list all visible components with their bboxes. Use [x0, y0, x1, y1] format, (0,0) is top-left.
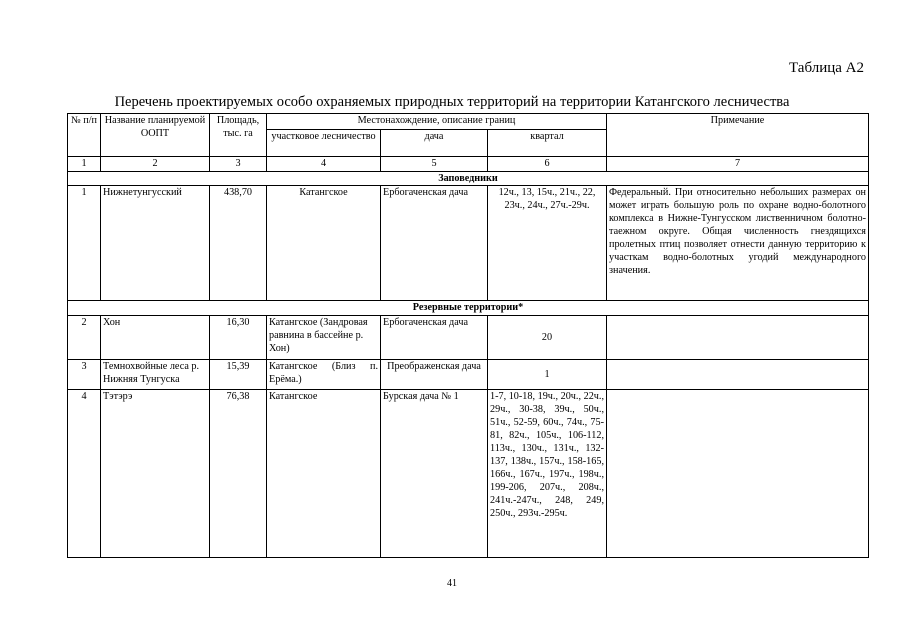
row-num: 1 [68, 186, 101, 301]
row-kvartal: 20 [488, 316, 607, 360]
row-dacha: Ербогаченская дача [381, 186, 488, 301]
row-name: Нижнетунгусский [101, 186, 210, 301]
row-kvartal: 1-7, 10-18, 19ч., 20ч., 22ч., 29ч., 30-38, 39ч., 50ч., 51ч., 52-59, 60ч., 74ч., 75-81, 82ч., 105ч., 106-112, 113ч., 130ч., 131ч., 132-137, 138ч., 157ч., 158-165, 166ч., 167ч., 197ч., 198ч., 199-206, 207ч., 208ч., 241ч.-247ч., 248, 249, 250ч., 293ч.-295ч. [488, 390, 607, 558]
col-number: 7 [607, 157, 869, 172]
row-dacha: Ербогаченская дача [381, 316, 488, 360]
row-num: 2 [68, 316, 101, 360]
header-forestry: участковое лесничество [267, 130, 381, 157]
header-dacha: дача [381, 130, 488, 157]
row-name: Тэтэрэ [101, 390, 210, 558]
protected-areas-table [67, 113, 869, 558]
row-forestry: Катангское [267, 186, 381, 301]
col-number: 1 [68, 157, 101, 172]
col-number: 2 [101, 157, 210, 172]
row-note: Федеральный. При относительно небольших размерах он может играть большую роль по охране водно-болотного комплекса в Нижне-Тунгусском лиственничном болотно-таежном округе. Общая численность гнездящихся пролетных птиц позволяет отнести данную территорию к участкам водно-болотных угодий международного значения. [607, 186, 869, 301]
header-note: Примечание [607, 114, 869, 157]
header-name: Название планируемой ООПТ [101, 114, 210, 157]
table-row [68, 186, 869, 301]
row-note [607, 360, 869, 390]
section-row [68, 301, 869, 316]
row-forestry: Катангское (Зандровая равнина в бассейне р. Хон) [267, 316, 381, 360]
table-row [68, 360, 869, 390]
row-dacha: Бурская дача № 1 [381, 390, 488, 558]
col-number: 4 [267, 157, 381, 172]
table-row [68, 390, 869, 558]
section-title-reserves: Заповедники [68, 172, 869, 186]
row-area: 438,70 [210, 186, 267, 301]
row-note [607, 390, 869, 558]
row-kvartal: 12ч., 13, 15ч., 21ч., 22, 23ч., 24ч., 27ч.-29ч. [488, 186, 607, 301]
row-name: Темнохвойные леса р. Нижняя Тунгуска [101, 360, 210, 390]
table-row [68, 316, 869, 360]
header-row-1 [68, 114, 869, 130]
col-number: 5 [381, 157, 488, 172]
section-row [68, 172, 869, 186]
header-num: № п/п [68, 114, 101, 157]
row-area: 16,30 [210, 316, 267, 360]
col-number: 3 [210, 157, 267, 172]
header-location: Местонахождение, описание границ [267, 114, 607, 130]
row-forestry: Катангское [267, 390, 381, 558]
table-label: Таблица А2 [789, 60, 864, 76]
row-note [607, 316, 869, 360]
header-area: Площадь, тыс. га [210, 114, 267, 157]
header-kvartal: квартал [488, 130, 607, 157]
row-area: 76,38 [210, 390, 267, 558]
row-kvartal: 1 [488, 360, 607, 390]
column-number-row [68, 157, 869, 172]
section-title-reserve-territories: Резервные территории* [68, 301, 869, 316]
row-num: 3 [68, 360, 101, 390]
row-name: Хон [101, 316, 210, 360]
document-title: Перечень проектируемых особо охраняемых природных территорий на территории Катангского лесничества [114, 94, 790, 110]
row-dacha: Преображенская дача [381, 360, 488, 390]
col-number: 6 [488, 157, 607, 172]
row-num: 4 [68, 390, 101, 558]
row-forestry: Катангское (Близ п. Ерёма.) [267, 360, 381, 390]
page-number: 41 [447, 578, 457, 589]
row-area: 15,39 [210, 360, 267, 390]
